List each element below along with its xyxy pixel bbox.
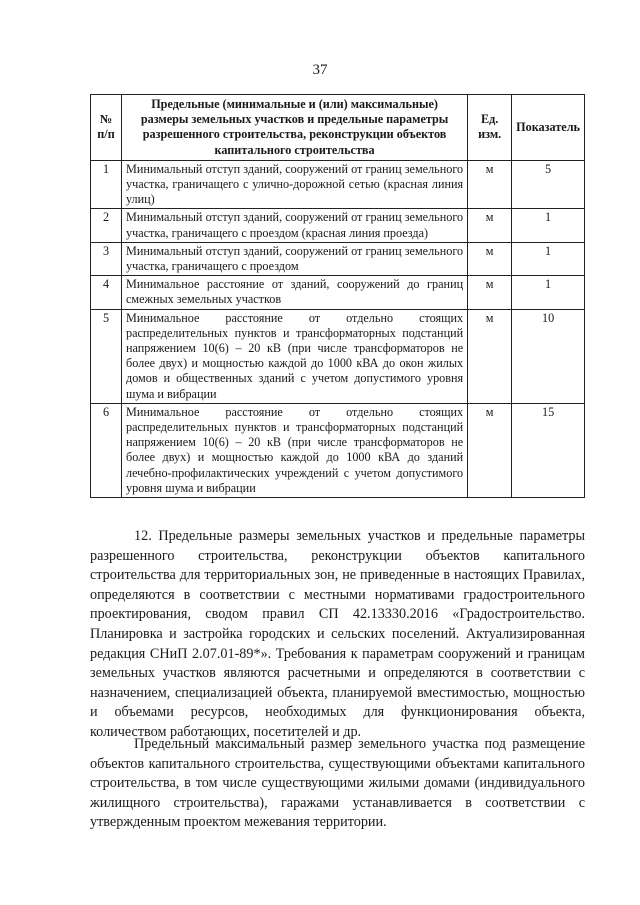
row-value: 1 — [512, 209, 585, 242]
table-header-row — [91, 95, 585, 161]
row-number: 4 — [91, 276, 122, 309]
row-unit: м — [468, 242, 512, 275]
paragraph-12: 12. Предельные размеры земельных участков и предельные параметры разрешенного строительства, реконструкции объектов капитального строительства для территориальных зон, не приведенные в настоящих Правилах, определяются в соответствии с местными нормативами градостроительного проектирования, сводом правил СП 42.13330.2016 «Градостроительство. Планировка и застройка городских и сельских поселений. Актуализированная редакция СНиП 2.07.01-89*». Требования к параметрам сооружений и границам земельных участков являются расчетными и определяются в соответствии с назначением, специализацией объекта, планируемой вместимостью, мощностью и объемами ресурсов, необходимых для функционирования объекта, количеством работающих, посетителей и др. — [90, 528, 585, 740]
row-unit: м — [468, 309, 512, 403]
paragraph-12-block — [90, 527, 585, 743]
row-description: Минимальный отступ зданий, сооружений от границ земельного участка, граничащего с проездом (красная линия проезда) — [122, 209, 468, 242]
page-number: 37 — [312, 62, 328, 78]
row-number: 2 — [91, 209, 122, 242]
parameters-table — [90, 94, 585, 498]
row-number: 1 — [91, 160, 122, 209]
table-row — [91, 403, 585, 497]
row-number: 6 — [91, 403, 122, 497]
row-value: 1 — [512, 242, 585, 275]
table-row — [91, 160, 585, 209]
row-value: 5 — [512, 160, 585, 209]
paragraph-13: Предельный максимальный размер земельного участка под размещение объектов капитального строительства, существующими объектами капитального строительства, в том числе существующими жилыми домами (индивидуального жилищного строительства), гаражами устанавливается в соответствии с утвержденным проектом межевания территории. — [90, 736, 585, 831]
paragraph-13-block — [90, 735, 585, 833]
row-unit: м — [468, 209, 512, 242]
header-value: Показатель — [512, 95, 585, 161]
row-unit: м — [468, 160, 512, 209]
header-param: Предельные (минимальные и (или) максимальные) размеры земельных участков и предельные параметры разрешенного строительства, реконструкции объектов капитального строительства — [122, 95, 468, 161]
row-value: 1 — [512, 276, 585, 309]
row-unit: м — [468, 403, 512, 497]
row-description: Минимальный отступ зданий, сооружений от границ земельного участка, граничащего с улично-дорожной сетью (красная линия улиц) — [122, 160, 468, 209]
row-description: Минимальное расстояние от зданий, сооружений до границ смежных земельных участков — [122, 276, 468, 309]
table-row — [91, 242, 585, 275]
row-description: Минимальное расстояние от отдельно стоящих распределительных пунктов и трансформаторных подстанций напряжением 10(6) – 20 кВ (при числе трансформаторов не более двух) и мощностью каждой до 1000 кВА до окон жилых домов и общественных зданий с учетом допустимого уровня шума и вибрации — [122, 309, 468, 403]
row-description: Минимальное расстояние от отдельно стоящих распределительных пунктов и трансформаторных подстанций напряжением 10(6) – 20 кВ (при числе трансформаторов не более двух) и мощностью каждой до 1000 кВА до зданий лечебно-профилактических учреждений с учетом допустимого уровня шума и вибрации — [122, 403, 468, 497]
row-value: 10 — [512, 309, 585, 403]
row-number: 5 — [91, 309, 122, 403]
table-row — [91, 276, 585, 309]
table-row — [91, 209, 585, 242]
header-num: № п/п — [91, 95, 122, 161]
row-description: Минимальный отступ зданий, сооружений от границ земельного участка, граничащего с проездом — [122, 242, 468, 275]
header-unit: Ед. изм. — [468, 95, 512, 161]
row-unit: м — [468, 276, 512, 309]
table-row — [91, 309, 585, 403]
row-value: 15 — [512, 403, 585, 497]
row-number: 3 — [91, 242, 122, 275]
